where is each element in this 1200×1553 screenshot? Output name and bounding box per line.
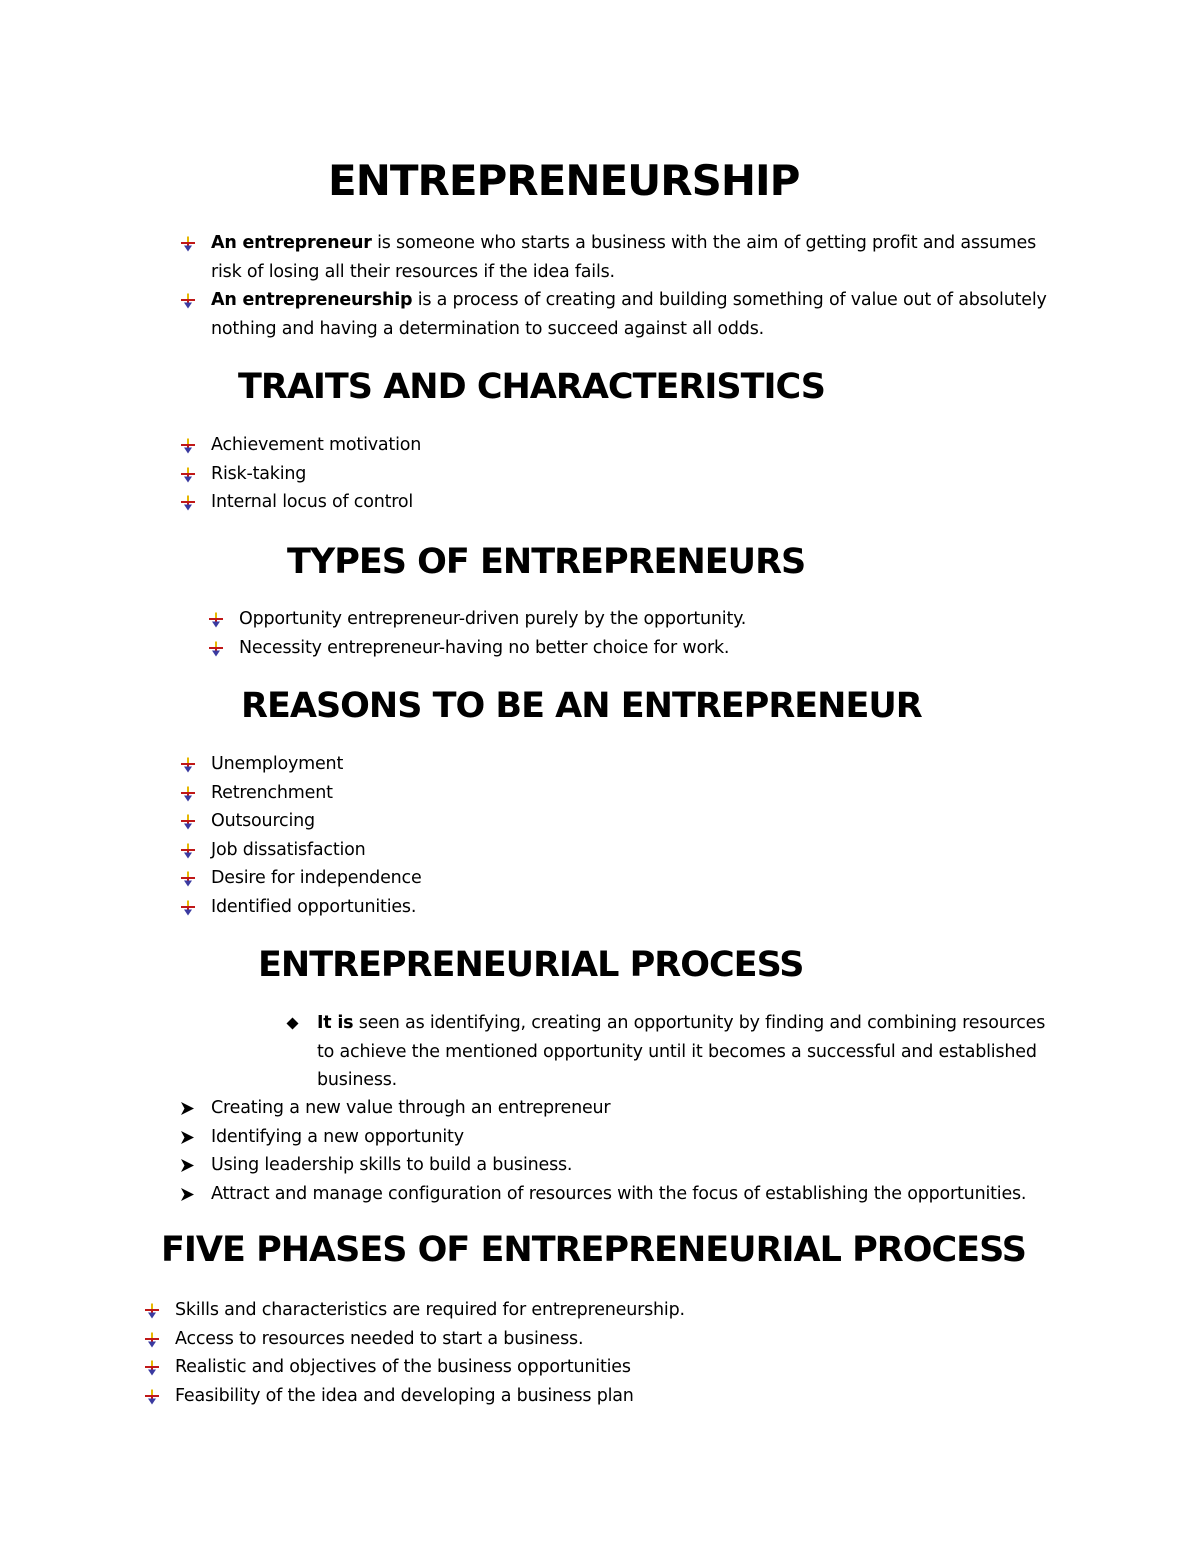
list-item — [144, 1353, 1012, 1382]
arrow-down-bullet-icon — [180, 843, 196, 859]
arrow-down-bullet-icon — [144, 1303, 160, 1319]
list-item-text: Job dissatisfaction — [211, 839, 366, 860]
phases-heading: FIVE PHASES OF ENTREPRENEURIAL PROCESS — [161, 1230, 1026, 1270]
list-item — [180, 229, 1048, 286]
definition-text: is a process of creating and building something of value out of absolutely nothing and having a determination to succeed against all odds. — [211, 290, 1047, 339]
arrow-down-bullet-icon — [144, 1389, 160, 1405]
traits-heading: TRAITS AND CHARACTERISTICS — [238, 367, 826, 407]
list-item-text: Outsourcing — [211, 811, 315, 831]
arrow-down-bullet-icon — [180, 467, 196, 483]
list-item — [208, 634, 1076, 663]
list-item — [180, 460, 1048, 489]
arrow-down-bullet-icon — [180, 786, 196, 802]
list-item — [208, 605, 1076, 634]
list-item-text: Necessity entrepreneur-having no better choice for work. — [239, 637, 730, 658]
list-item-text: Desire for independence — [211, 868, 422, 888]
arrow-down-bullet-icon — [180, 293, 196, 309]
arrow-down-bullet-icon — [180, 236, 196, 252]
intro-text: seen as identifying, creating an opportunity by finding and combining resources to achieve the mentioned opportunity until it becomes a successful and established business. — [317, 1013, 1046, 1090]
types-heading: TYPES OF ENTREPRENEURS — [287, 542, 806, 582]
list-item — [144, 1296, 1012, 1325]
list-item — [286, 1009, 1062, 1095]
list-item-text: Identifying a new opportunity — [211, 1126, 464, 1147]
process-steps-list — [180, 1094, 1180, 1208]
arrow-down-bullet-icon — [208, 612, 224, 628]
list-item-text: Creating a new value through an entrepreneur — [211, 1098, 611, 1118]
list-item-text: Retrenchment — [211, 782, 333, 803]
list-item-text: Opportunity entrepreneur-driven purely by the opportunity. — [239, 609, 747, 629]
reasons-list — [180, 750, 1048, 921]
list-item — [180, 1151, 1180, 1180]
process-intro-list — [286, 1009, 1062, 1095]
arrow-down-bullet-icon — [180, 757, 196, 773]
arrow-down-bullet-icon — [144, 1360, 160, 1376]
list-item — [144, 1382, 1012, 1411]
diamond-bullet-icon — [286, 1017, 299, 1030]
arrow-down-bullet-icon — [144, 1332, 160, 1348]
types-list — [208, 605, 1076, 662]
arrowhead-bullet-icon — [180, 1158, 195, 1173]
list-item-text: Achievement motivation — [211, 435, 422, 455]
definition-text: is someone who starts a business with the aim of getting profit and assumes risk of losing all their resources if the idea fails. — [211, 233, 1037, 282]
list-item — [180, 836, 1048, 865]
arrow-down-bullet-icon — [180, 438, 196, 454]
definition-term: An entrepreneur — [211, 233, 372, 253]
list-item — [180, 488, 1048, 517]
list-item — [180, 779, 1048, 808]
process-heading: ENTREPRENEURIAL PROCESS — [258, 945, 804, 985]
list-item-text: Feasibility of the idea and developing a business plan — [175, 1385, 634, 1406]
intro-term: It is — [317, 1013, 354, 1033]
phases-list — [144, 1296, 1012, 1410]
arrow-down-bullet-icon — [180, 871, 196, 887]
arrow-down-bullet-icon — [180, 814, 196, 830]
list-item — [144, 1325, 1012, 1354]
list-item — [180, 1180, 1180, 1209]
arrowhead-bullet-icon — [180, 1101, 195, 1116]
arrowhead-bullet-icon — [180, 1187, 195, 1202]
list-item — [180, 431, 1048, 460]
list-item — [180, 750, 1048, 779]
list-item-text: Skills and characteristics are required for entrepreneurship. — [175, 1300, 685, 1320]
arrowhead-bullet-icon — [180, 1130, 195, 1145]
document-title: ENTREPRENEURSHIP — [328, 156, 800, 205]
traits-list — [180, 431, 1048, 517]
list-item — [180, 807, 1048, 836]
list-item-text: Attract and manage configuration of resources with the focus of establishing the opportunities. — [211, 1183, 1027, 1204]
list-item-text: Internal locus of control — [211, 492, 414, 512]
list-item — [180, 864, 1048, 893]
definitions-list — [180, 229, 1048, 343]
list-item — [180, 286, 1048, 343]
arrow-down-bullet-icon — [208, 641, 224, 657]
reasons-heading: REASONS TO BE AN ENTREPRENEUR — [241, 686, 922, 726]
list-item-text: Identified opportunities. — [211, 896, 417, 917]
definition-term: An entrepreneurship — [211, 290, 413, 310]
list-item — [180, 1094, 1180, 1123]
list-item-text: Unemployment — [211, 754, 344, 774]
list-item — [180, 1123, 1180, 1152]
list-item — [180, 893, 1048, 922]
arrow-down-bullet-icon — [180, 495, 196, 511]
arrow-down-bullet-icon — [180, 900, 196, 916]
list-item-text: Using leadership skills to build a business. — [211, 1155, 573, 1175]
list-item-text: Access to resources needed to start a business. — [175, 1328, 584, 1349]
list-item-text: Risk-taking — [211, 463, 307, 484]
list-item-text: Realistic and objectives of the business opportunities — [175, 1357, 631, 1377]
